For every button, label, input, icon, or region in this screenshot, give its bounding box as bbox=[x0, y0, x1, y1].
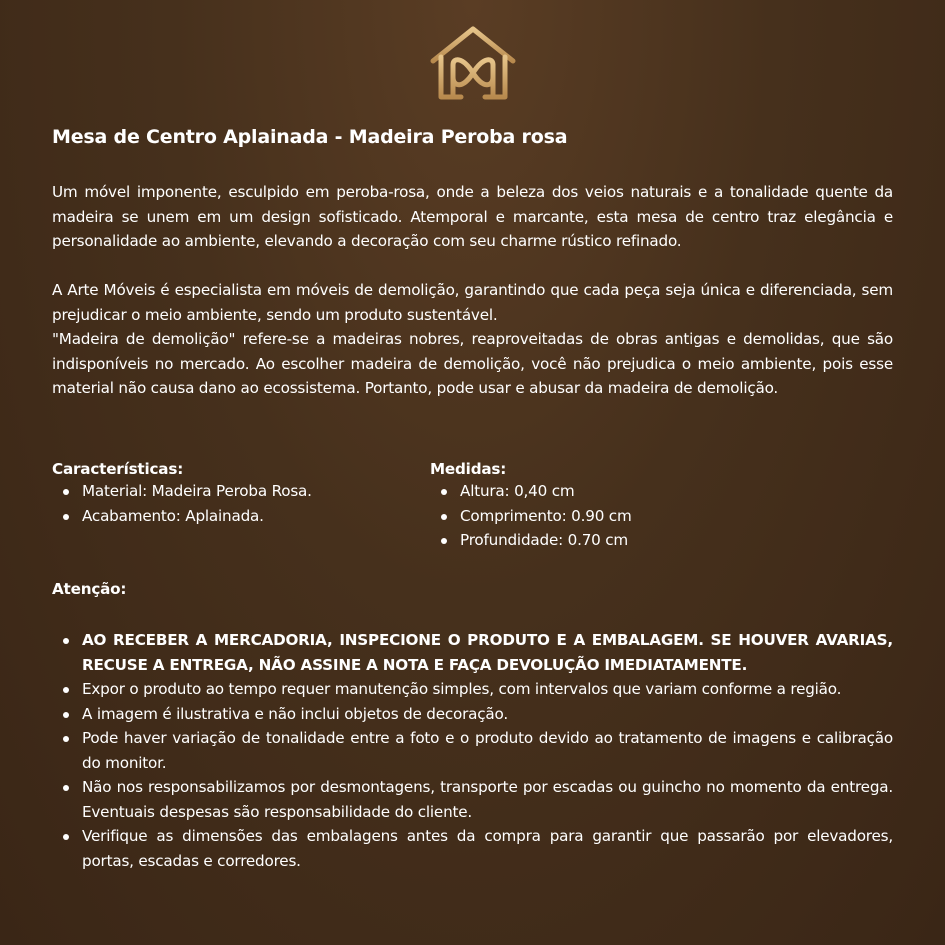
attention-heading: Atenção: bbox=[52, 580, 127, 598]
measures-heading: Medidas: bbox=[430, 460, 507, 478]
list-item: A imagem é ilustrativa e não inclui objetos de decoração. bbox=[52, 702, 893, 727]
list-item: Expor o produto ao tempo requer manutenção simples, com intervalos que variam conforme a região. bbox=[52, 677, 893, 702]
list-item: Verifique as dimensões das embalagens antes da compra para garantir que passarão por elevadores, portas, escadas e corredores. bbox=[52, 824, 893, 873]
list-item: Profundidade: 0.70 cm bbox=[430, 528, 790, 553]
features-list bbox=[52, 479, 412, 528]
list-item: AO RECEBER A MERCADORIA, INSPECIONE O PRODUTO E A EMBALAGEM. SE HOUVER AVARIAS, RECUSE A ENTREGA, NÃO ASSINE A NOTA E FAÇA DEVOLUÇÃO IMEDIATAMENTE. bbox=[52, 628, 893, 677]
list-item: Não nos responsabilizamos por desmontagens, transporte por escadas ou guincho no momento da entrega. Eventuais despesas são responsabilidade do cliente. bbox=[52, 775, 893, 824]
attention-list bbox=[52, 628, 893, 873]
features-heading: Características: bbox=[52, 460, 184, 478]
about-section bbox=[52, 278, 893, 401]
list-item: Pode haver variação de tonalidade entre a foto e o produto devido ao tratamento de imagens e calibração do monitor. bbox=[52, 726, 893, 775]
features-section bbox=[52, 460, 412, 528]
list-item: Acabamento: Aplainada. bbox=[52, 504, 412, 529]
about-paragraph-2: "Madeira de demolição" refere-se a madeiras nobres, reaproveitadas de obras antigas e demolidas, que são indisponíveis no mercado. Ao escolher madeira de demolição, você não prejudica o meio ambiente, pois esse material não causa dano ao ecossistema. Portanto, pode usar e abusar da madeira de demolição. bbox=[52, 330, 893, 397]
intro-paragraph: Um móvel imponente, esculpido em peroba-rosa, onde a beleza dos veios naturais e a tonalidade quente da madeira se unem em um design sofisticado. Atemporal e marcante, esta mesa de centro traz elegância e personalidade ao ambiente, elevando a decoração com seu charme rústico refinado. bbox=[52, 183, 893, 250]
measures-list bbox=[430, 479, 790, 553]
product-description bbox=[52, 180, 893, 254]
list-item: Altura: 0,40 cm bbox=[430, 479, 790, 504]
about-paragraph-1: A Arte Móveis é especialista em móveis de demolição, garantindo que cada peça seja única e diferenciada, sem prejudicar o meio ambiente, sendo um produto sustentável. bbox=[52, 281, 893, 324]
list-item: Material: Madeira Peroba Rosa. bbox=[52, 479, 412, 504]
house-logo-icon bbox=[429, 25, 517, 101]
measures-section bbox=[430, 460, 790, 553]
list-item: Comprimento: 0.90 cm bbox=[430, 504, 790, 529]
product-title: Mesa de Centro Aplainada - Madeira Peroba rosa bbox=[52, 126, 568, 148]
